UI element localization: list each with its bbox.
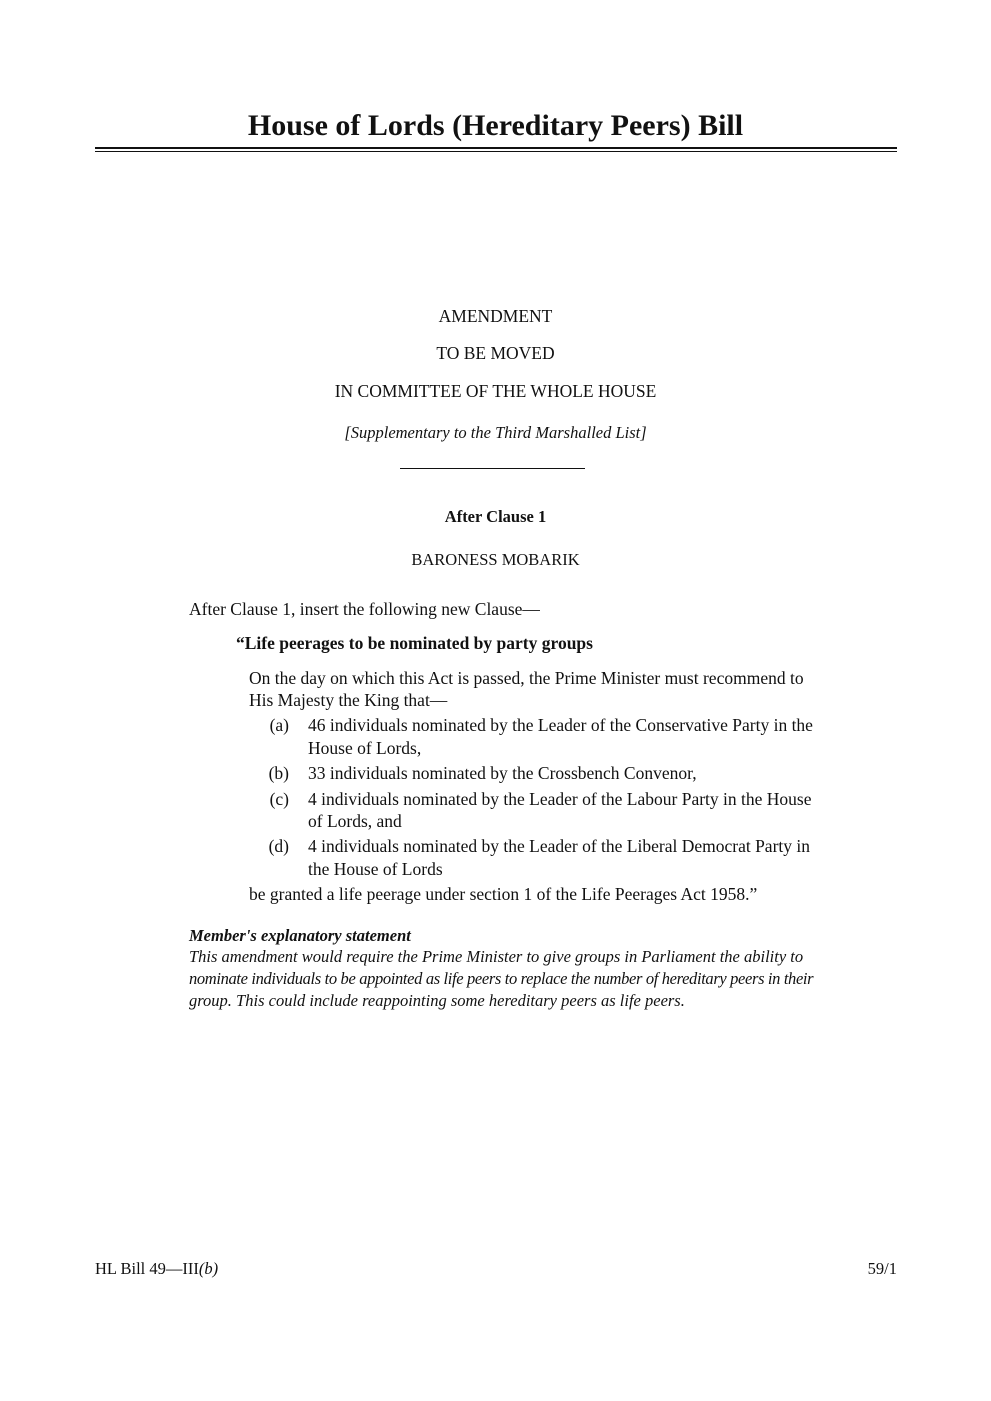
to-be-moved: TO BE MOVED: [436, 343, 555, 363]
item-line: 33 individuals nominated by the Crossbench Convenor,: [308, 763, 697, 783]
item-line: 46 individuals nominated by the Leader of the Conservative Party in the: [308, 715, 813, 735]
item-label: (d): [268, 836, 289, 856]
bill-ref-suffix: (b): [198, 1259, 219, 1278]
amendment-intro: After Clause 1, insert the following new Clause—: [189, 599, 540, 619]
page-title: House of Lords (Hereditary Peers) Bill: [247, 109, 744, 142]
bill-reference: [95, 1259, 218, 1279]
clause-body-line: His Majesty the King that—: [249, 690, 448, 710]
clause-closing: be granted a life peerage under section 1 of the Life Peerages Act 1958.”: [249, 884, 758, 904]
item-label: (a): [269, 715, 289, 735]
item-line: the House of Lords: [308, 859, 443, 879]
item-line: 4 individuals nominated by the Leader of the Labour Party in the House: [308, 789, 812, 809]
explanatory-line: group. This could include reappointing some hereditary peers as life peers.: [189, 991, 685, 1010]
clause-body-line: On the day on which this Act is passed, the Prime Minister must recommend to: [249, 668, 804, 688]
explanatory-heading: Member's explanatory statement: [189, 926, 411, 945]
title-rule: [95, 147, 897, 149]
item-line: 4 individuals nominated by the Leader of the Liberal Democrat Party in: [308, 836, 810, 856]
supplementary-note: [Supplementary to the Third Marshalled List]: [344, 423, 647, 442]
section-divider: [400, 468, 585, 469]
page-reference: 59/1: [867, 1259, 897, 1278]
mover-name: BARONESS MOBARIK: [411, 550, 580, 569]
item-label: (b): [268, 763, 289, 783]
title-rule-thin: [95, 151, 897, 152]
committee-stage: IN COMMITTEE OF THE WHOLE HOUSE: [334, 381, 657, 401]
item-line: House of Lords,: [308, 738, 422, 758]
explanatory-line: This amendment would require the Prime Minister to give groups in Parliament the ability to: [189, 947, 804, 966]
item-label: (c): [269, 789, 289, 809]
explanatory-line: nominate individuals to be appointed as life peers to replace the number of hereditary peers in their: [189, 969, 814, 988]
item-line: of Lords, and: [308, 811, 402, 831]
amendment-label: AMENDMENT: [438, 306, 553, 326]
clause-heading: “Life peerages to be nominated by party groups: [236, 633, 593, 653]
amendment-position: After Clause 1: [444, 507, 547, 526]
bill-ref-text: HL Bill 49—III: [95, 1259, 199, 1278]
